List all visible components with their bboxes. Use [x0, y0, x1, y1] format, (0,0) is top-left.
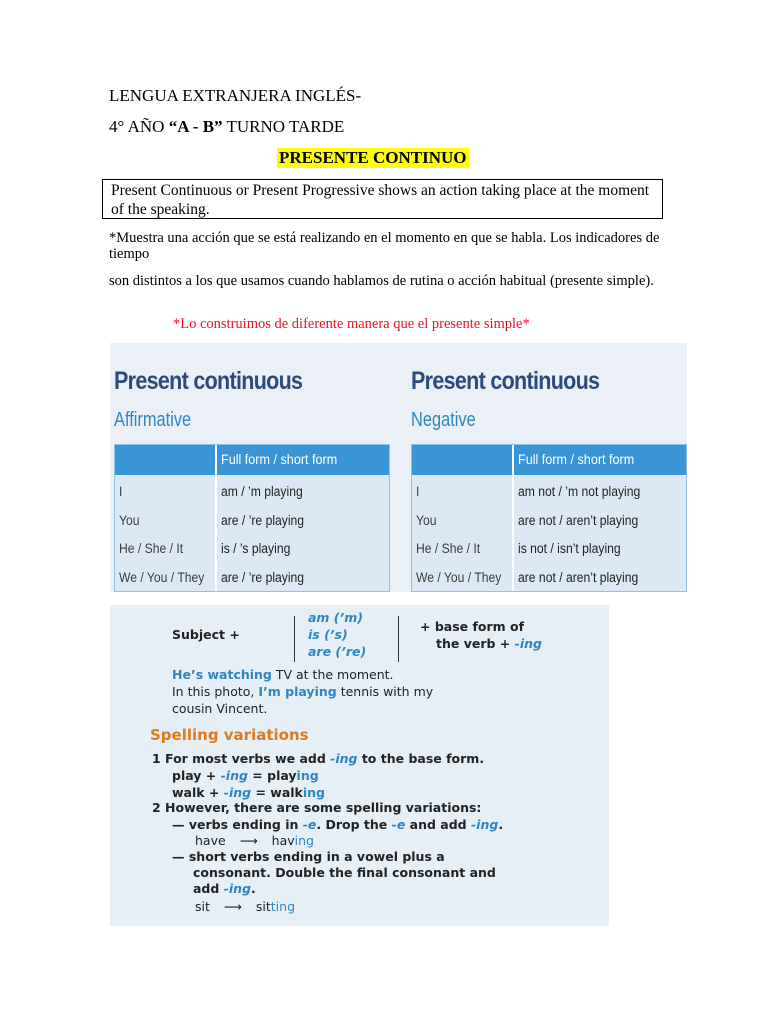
aux-are: are (’re) [308, 644, 367, 659]
form-cell: are / ’re playing [221, 570, 305, 585]
aux-am: am (’m) [308, 610, 364, 625]
rule-text: . [498, 817, 504, 832]
arrow-icon: ⟶ [239, 833, 258, 848]
rule-1 [152, 751, 484, 766]
structure-image [110, 605, 609, 926]
page-title: PRESENTE CONTINUO [279, 148, 467, 167]
negative-table [411, 444, 687, 592]
rule-line-1: + base form of [420, 619, 525, 634]
ing-suffix: -ing [330, 751, 358, 766]
rule-text: — verbs ending in [172, 817, 303, 832]
rule-2: 2 However, there are some spelling variations: [152, 800, 482, 815]
subject-cell: I [416, 484, 420, 499]
subject-cell: He / She / It [119, 541, 184, 556]
subject-cell: He / She / It [416, 541, 481, 556]
example-verb: I’m playing [258, 684, 337, 699]
spelling-title: Spelling variations [150, 726, 309, 744]
base-verb: sit [195, 899, 210, 914]
shift-label: TURNO TARDE [222, 117, 345, 136]
column-divider [215, 445, 217, 591]
example-walk [172, 785, 325, 800]
table-row [412, 563, 686, 592]
rule-text: the verb + [436, 636, 515, 651]
arrow-icon: ⟶ [223, 899, 242, 914]
form-cell: are not / aren’t playing [518, 570, 639, 585]
negative-panel [407, 343, 687, 592]
form-cell: is not / isn’t playing [518, 541, 621, 556]
ing-suffix: -ing [223, 785, 252, 800]
subject-label: Subject + [172, 627, 240, 642]
rule-text: and add [405, 817, 471, 832]
result-stem: sit [255, 899, 271, 914]
rule-text: . Drop the [316, 817, 392, 832]
example-2-cont: cousin Vincent. [172, 701, 268, 716]
subject-cell: We / You / They [416, 570, 502, 585]
course-title: LENGUA EXTRANJERA INGLÉS- [109, 86, 362, 105]
example-text: tennis with my [336, 684, 434, 699]
example-1 [172, 667, 394, 682]
ing-suffix: -ing [220, 768, 248, 783]
result-ending: ing [296, 768, 319, 783]
affirmative-table [114, 444, 390, 592]
rule-text: 1 For most verbs we add [152, 751, 331, 766]
example-have [195, 833, 314, 848]
example-verb: He’s watching [172, 667, 272, 682]
example-sit [195, 899, 295, 914]
definition-box: Present Continuous or Present Progressive shows an action taking place at the moment of the speaking. [102, 179, 663, 219]
base-verb: play + [172, 768, 221, 783]
panel-subtitle: Negative [411, 409, 476, 431]
example-text: TV at the moment. [271, 667, 394, 682]
variation-2: — short verbs ending in a vowel plus a [172, 849, 445, 864]
e-suffix: -e [391, 817, 406, 832]
result-stem: = walk [251, 785, 303, 800]
ing-suffix: -ing [223, 881, 252, 896]
panel-title: Present continuous [114, 367, 303, 395]
result-ending: ing [294, 833, 314, 848]
column-divider [512, 445, 514, 591]
table-row [115, 506, 389, 535]
subject-cell: You [119, 513, 140, 528]
aux-is: is (’s) [308, 627, 348, 642]
table-row [412, 534, 686, 563]
panel-subtitle: Affirmative [114, 409, 192, 431]
variation-2-end [193, 881, 256, 896]
result-ending: ing [302, 785, 325, 800]
subject-cell: We / You / They [119, 570, 205, 585]
header-label: Full form / short form [221, 451, 338, 467]
form-cell: are not / aren’t playing [518, 513, 639, 528]
variation-1 [172, 817, 503, 832]
form-cell: are / ’re playing [221, 513, 305, 528]
base-verb: walk + [172, 785, 224, 800]
result-stem: hav [271, 833, 295, 848]
ing-suffix: -ing [470, 817, 499, 832]
rule-text: to the base form. [357, 751, 485, 766]
table-row [115, 477, 389, 506]
table-row [412, 477, 686, 506]
example-text: In this photo, [172, 684, 259, 699]
result-stem: = play [247, 768, 297, 783]
rule-text: add [193, 881, 224, 896]
table-header [412, 445, 686, 475]
division-label: “A - B” [168, 117, 223, 136]
form-cell: is / ’s playing [221, 541, 291, 556]
subject-cell: You [416, 513, 437, 528]
grade-line [109, 117, 344, 137]
subject-cell: I [119, 484, 123, 499]
header-label: Full form / short form [518, 451, 635, 467]
left-bracket [294, 616, 295, 662]
grade-label: 4° AÑO [109, 117, 169, 136]
right-bracket [398, 616, 399, 662]
panel-title: Present continuous [411, 367, 600, 395]
variation-2-cont: consonant. Double the final consonant and [193, 865, 496, 880]
rule-line-2 [436, 636, 542, 651]
example-2 [172, 684, 433, 699]
form-cell: am not / ’m not playing [518, 484, 641, 499]
e-suffix: -e [302, 817, 317, 832]
red-note: *Lo construimos de diferente manera que el presente simple* [173, 316, 530, 332]
example-play [172, 768, 319, 783]
rule-text: . [251, 881, 256, 896]
paragraph-1: *Muestra una acción que se está realizando en el momento en que se habla. Los indicadores de tiempo [109, 230, 660, 262]
form-cell: am / ’m playing [221, 484, 303, 499]
paragraph-2: son distintos a los que usamos cuando hablamos de rutina o acción habitual (presente simple). [109, 273, 654, 289]
grammar-tables-image [110, 343, 687, 592]
table-header [115, 445, 389, 475]
result-ending: ting [270, 899, 296, 914]
base-verb: have [195, 833, 226, 848]
table-row [115, 534, 389, 563]
table-row [115, 563, 389, 592]
table-row [412, 506, 686, 535]
affirmative-panel [110, 343, 390, 592]
ing-suffix: -ing [514, 636, 542, 651]
